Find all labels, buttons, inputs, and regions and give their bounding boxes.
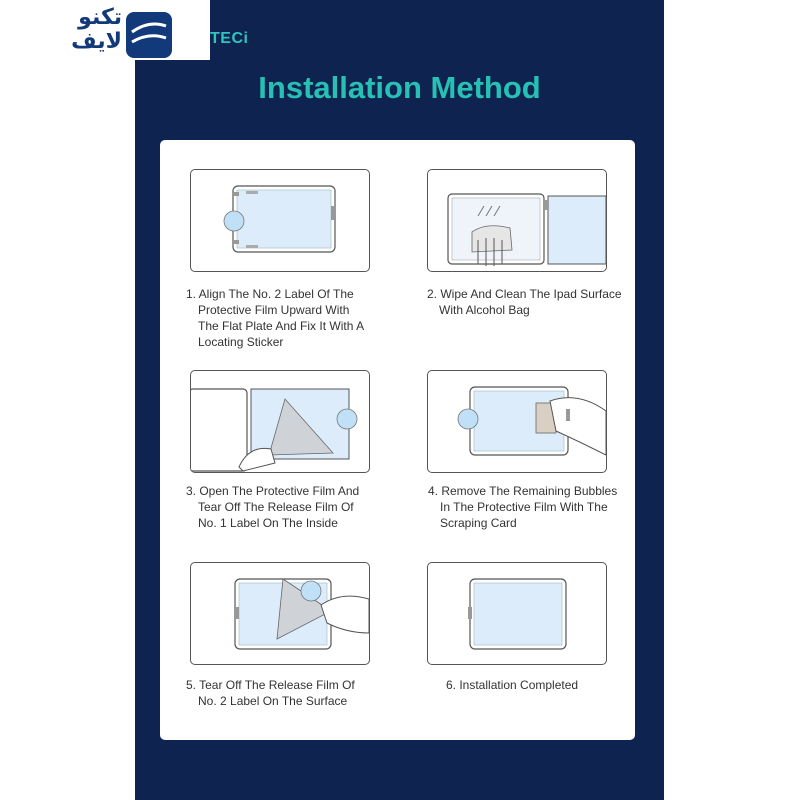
page-title: Installation Method bbox=[258, 70, 541, 105]
step-5-illustration bbox=[190, 562, 370, 665]
step-1-illustration bbox=[190, 169, 370, 272]
step-2-illustration bbox=[427, 169, 607, 272]
watermark-text: تکنو لایف bbox=[71, 5, 122, 54]
step-1-caption: 1. Align The No. 2 Label Of The Protective Film Upward With The Flat Plate And Fix It With A Locating Sticker bbox=[186, 287, 365, 349]
step-2-caption: 2. Wipe And Clean The Ipad Surface With Alcohol Bag bbox=[427, 287, 622, 317]
instructions-card bbox=[160, 140, 635, 740]
tekno-life-logo-icon bbox=[126, 12, 172, 58]
step-3-illustration bbox=[190, 370, 370, 473]
step-6-caption: 6. Installation Completed bbox=[446, 678, 579, 692]
brand-logo-text: TECi bbox=[210, 30, 249, 47]
step-5-caption: 5. Tear Off The Release Film Of No. 2 Label On The Surface bbox=[186, 678, 355, 708]
watermark bbox=[0, 0, 210, 60]
step-6-illustration bbox=[427, 562, 607, 665]
step-3-caption: 3. Open The Protective Film And Tear Off The Release Film Of No. 1 Label On The Inside bbox=[186, 484, 360, 530]
step-4-caption: 4. Remove The Remaining Bubbles In The Protective Film With The Scraping Card bbox=[428, 484, 618, 530]
step-4-illustration bbox=[427, 370, 607, 473]
